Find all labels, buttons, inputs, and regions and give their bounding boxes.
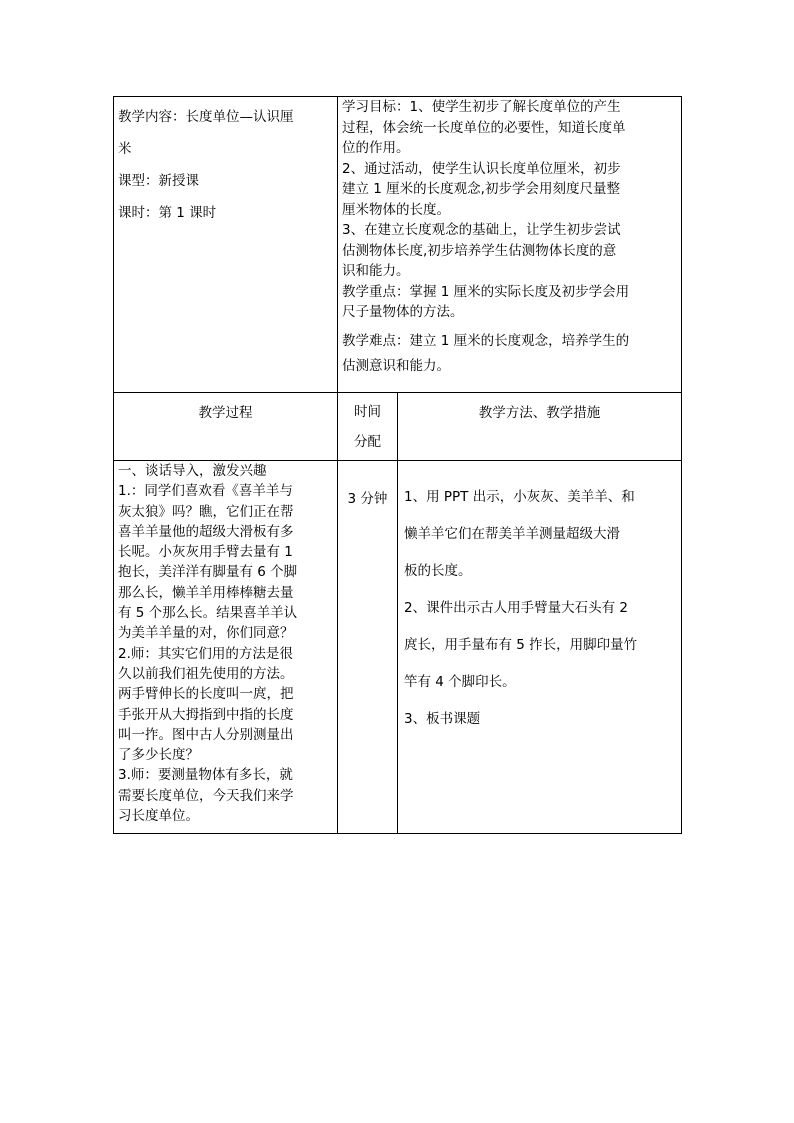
method-line: 板的长度。 <box>404 563 472 579</box>
info-row <box>114 97 682 393</box>
lesson-type: 课型：新授课 <box>118 173 199 189</box>
learning-goals-cell <box>338 97 682 393</box>
goal-line: 2、通过活动，使学生认识长度单位厘米，初步 <box>342 160 621 177</box>
goal-line: 3、在建立长度观念的基础上，让学生初步尝试 <box>342 222 621 238</box>
method-line: 1、用 PPT 出示，小灰灰、美羊羊、和 <box>404 489 635 505</box>
process-line: 叫一拃。图中古人分别测量出 <box>118 726 294 743</box>
goal-line: 位的作用。 <box>342 140 410 156</box>
process-line: 习长度单位。 <box>118 808 199 825</box>
header-row <box>114 393 682 461</box>
goal-line: 厘米物体的长度。 <box>342 201 450 218</box>
method-line: 3、板书课题 <box>404 711 481 727</box>
process-line: 抱长，美洋洋有脚量有 6 个脚 <box>118 564 298 581</box>
process-line: 长呢。小灰灰用手臂去量有 1 <box>118 544 293 561</box>
time-header-line2: 分配 <box>354 434 381 450</box>
method-line: 庹长，用手量布有 5 拃长，用脚印量竹 <box>404 637 638 653</box>
lesson-period: 课时：第 1 课时 <box>118 205 217 221</box>
goal-line: 估测物体长度,初步培养学生估测物体长度的意 <box>342 242 617 259</box>
process-line: 两手臂伸长的长度叫一庹，把 <box>118 686 294 703</box>
goal-line: 学习目标：1、使学生初步了解长度单位的产生 <box>342 99 621 115</box>
process-line: 1.：同学们喜欢看《喜羊羊与 <box>118 483 293 500</box>
method-header: 教学方法、教学措施 <box>398 393 682 461</box>
goal-line: 尺子量物体的方法。 <box>342 304 464 320</box>
time-allocation-cell: 3 分钟 <box>338 461 398 834</box>
process-line: 灰太狼》吗？瞧，它们正在帮 <box>118 503 294 520</box>
difficulty-line: 估测意识和能力。 <box>342 358 450 374</box>
process-header: 教学过程 <box>114 393 338 461</box>
lesson-content-line1: 教学内容：长度单位—认识厘 <box>118 109 294 125</box>
teaching-process-cell <box>114 461 338 834</box>
method-line: 竿有 4 个脚印长。 <box>404 674 516 690</box>
goal-line: 过程，体会统一长度单位的必要性，知道长度单 <box>342 119 626 136</box>
process-line: 2.师：其实它们用的方法是很 <box>118 645 293 662</box>
lesson-info-cell <box>114 97 338 393</box>
process-row <box>114 461 682 834</box>
process-line: 那么长，懒羊羊用棒棒糖去量 <box>118 584 294 601</box>
lesson-content-line2: 米 <box>118 141 132 157</box>
lesson-plan-table <box>113 96 682 834</box>
goal-line: 建立 1 厘米的长度观念,初步学会用刻度尺量整 <box>342 181 620 197</box>
method-line: 懒羊羊它们在帮美羊羊测量超级大滑 <box>404 526 620 542</box>
process-line: 喜羊羊量他的超级大滑板有多 <box>118 523 294 540</box>
process-line: 有 5 个那么长。结果喜羊羊认 <box>118 605 298 622</box>
time-header <box>338 393 398 461</box>
process-line: 了多少长度？ <box>118 747 199 764</box>
method-line: 2、课件出示古人用手臂量大石头有 2 <box>404 600 628 616</box>
teaching-methods-cell <box>398 461 682 834</box>
time-header-line1: 时间 <box>354 404 381 420</box>
process-line: 久以前我们祖先使用的方法。 <box>118 665 294 682</box>
process-line: 3.师：要测量物体有多长，就 <box>118 767 293 784</box>
difficulty-line: 教学难点：建立 1 厘米的长度观念，培养学生的 <box>342 332 630 349</box>
goal-line: 教学重点：掌握 1 厘米的实际长度及初步学会用 <box>342 283 630 300</box>
process-line: 一、谈话导入，激发兴趣 <box>118 463 267 479</box>
goal-line: 识和能力。 <box>342 263 410 279</box>
process-line: 手张开从大拇指到中指的长度 <box>118 706 294 723</box>
process-line: 需要长度单位，今天我们来学 <box>118 787 294 804</box>
process-line: 为美羊羊量的对，你们同意？ <box>118 625 294 642</box>
